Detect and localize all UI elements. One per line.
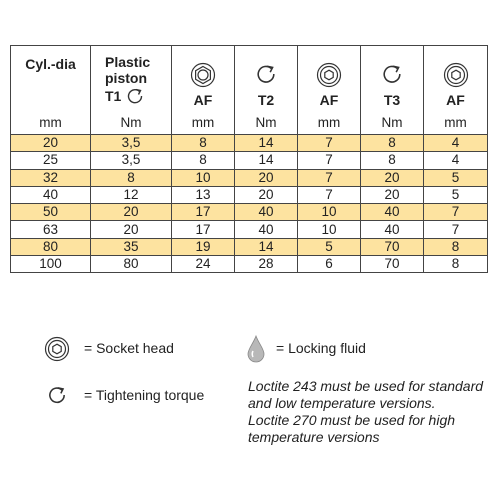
header-unit: Nm: [381, 115, 403, 130]
table-cell: 7: [424, 221, 488, 238]
table-cell: 24: [172, 256, 235, 273]
socket-head-icon: [443, 62, 469, 88]
table-cell: 20: [91, 204, 172, 221]
tightening-torque-icon: [380, 62, 404, 86]
table-row: [11, 256, 488, 273]
header-icon-wrap: [424, 62, 487, 88]
header-title: AF: [319, 92, 339, 108]
table-cell: 8: [424, 256, 488, 273]
header-icon-wrap: [298, 62, 360, 88]
table-cell: 50: [11, 204, 91, 221]
note-line: Loctite 270 must be used for high temperature versions: [248, 412, 456, 445]
header-unit: mm: [444, 115, 467, 130]
table-row: [11, 204, 488, 221]
legend-socket-head: = Socket head: [84, 340, 174, 356]
table-cell: 40: [361, 221, 424, 238]
header-title-line: Plastic: [105, 54, 151, 70]
table-cell: 80: [11, 238, 91, 255]
table-cell: 20: [361, 186, 424, 203]
header-row: [11, 46, 488, 135]
table-cell: 35: [91, 238, 172, 255]
header-plastic-piston-t1: [91, 46, 172, 135]
header-icon-wrap: [361, 62, 423, 86]
table-row: [11, 169, 488, 186]
tightening-torque-icon: [46, 384, 68, 406]
header-t3: [361, 46, 424, 135]
header-title: T2: [257, 92, 275, 108]
table-cell: 3,5: [91, 135, 172, 152]
header-unit: mm: [317, 115, 341, 130]
header-title: Cyl.-dia: [25, 56, 76, 72]
table-cell: 5: [298, 238, 361, 255]
tightening-torque-icon: [125, 86, 145, 106]
table-cell: 5: [424, 169, 488, 186]
table-cell: 100: [11, 256, 91, 273]
header-title-line: piston: [105, 70, 147, 86]
table-row: [11, 221, 488, 238]
legend-tightening-torque: = Tightening torque: [84, 387, 205, 403]
header-title-line: T1: [105, 88, 122, 104]
note-line: Loctite 243 must be used for standard and low temperature versions.: [248, 378, 484, 411]
loctite-note: [248, 378, 488, 446]
table-cell: 17: [172, 221, 235, 238]
table-cell: 20: [235, 186, 298, 203]
table-cell: 19: [172, 238, 235, 255]
table-cell: 8: [361, 152, 424, 169]
table-cell: 40: [361, 204, 424, 221]
table-row: [11, 186, 488, 203]
header-unit: Nm: [255, 115, 277, 130]
legend-locking-fluid: = Locking fluid: [276, 340, 366, 356]
hex-nut-icon: [190, 62, 216, 88]
table-cell: 13: [172, 186, 235, 203]
table-cell: 10: [298, 221, 361, 238]
header-unit: Nm: [120, 115, 142, 130]
table-cell: 70: [361, 256, 424, 273]
header-title: AF: [193, 92, 213, 108]
table-cell: 8: [424, 238, 488, 255]
socket-head-icon: [316, 62, 342, 88]
table-cell: 7: [298, 186, 361, 203]
table-cell: 32: [11, 169, 91, 186]
header-af-3: [424, 46, 488, 135]
table-cell: 20: [361, 169, 424, 186]
header-icon-wrap: [172, 62, 234, 88]
table-cell: 6: [298, 256, 361, 273]
torque-table: [10, 45, 488, 273]
table-cell: 10: [172, 169, 235, 186]
table-row: [11, 135, 488, 152]
table-cell: 63: [11, 221, 91, 238]
header-icon-wrap: [235, 62, 297, 86]
table-cell: 40: [235, 221, 298, 238]
table-cell: 14: [235, 135, 298, 152]
table-cell: 10: [298, 204, 361, 221]
header-af-1: [172, 46, 235, 135]
socket-head-icon: [44, 336, 70, 362]
table-cell: 8: [361, 135, 424, 152]
table-cell: 7: [298, 135, 361, 152]
table-cell: 25: [11, 152, 91, 169]
table-cell: 5: [424, 186, 488, 203]
table-cell: 12: [91, 186, 172, 203]
table-cell: 8: [91, 169, 172, 186]
header-af-2: [298, 46, 361, 135]
tightening-torque-icon: [254, 62, 278, 86]
table-cell: 8: [172, 152, 235, 169]
header-title: [105, 54, 150, 106]
header-unit: mm: [39, 115, 62, 130]
header-unit: mm: [191, 115, 215, 130]
table-cell: 3,5: [91, 152, 172, 169]
table-cell: 7: [298, 152, 361, 169]
table-row: [11, 238, 488, 255]
table-cell: 20: [11, 135, 91, 152]
table-cell: 17: [172, 204, 235, 221]
table-cell: 40: [11, 186, 91, 203]
table-cell: 14: [235, 152, 298, 169]
header-t2: [235, 46, 298, 135]
table-cell: 20: [235, 169, 298, 186]
table-cell: 28: [235, 256, 298, 273]
table-cell: 4: [424, 135, 488, 152]
header-title: AF: [446, 92, 465, 108]
table-cell: 80: [91, 256, 172, 273]
header-cyl-dia: [11, 46, 91, 135]
locking-fluid-icon: [244, 334, 268, 364]
table-cell: 4: [424, 152, 488, 169]
table-cell: 20: [91, 221, 172, 238]
table-cell: 7: [424, 204, 488, 221]
table-cell: 14: [235, 238, 298, 255]
table-cell: 7: [298, 169, 361, 186]
table-cell: 8: [172, 135, 235, 152]
table-cell: 40: [235, 204, 298, 221]
table-cell: 70: [361, 238, 424, 255]
table-row: [11, 152, 488, 169]
header-title: T3: [383, 92, 401, 108]
